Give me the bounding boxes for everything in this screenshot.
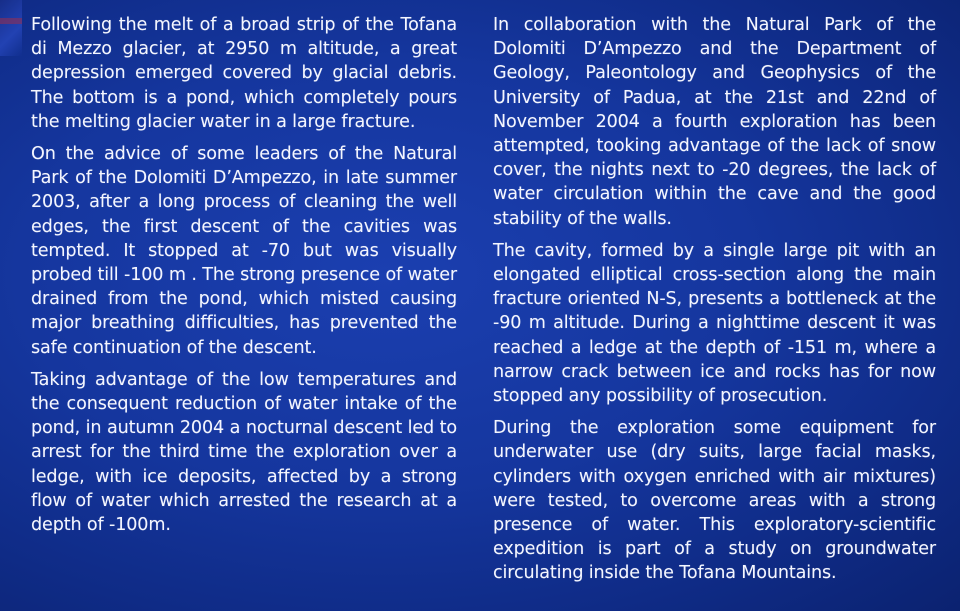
paragraph-first-descent: On the advice of some leaders of the Natural Park of the Dolomiti D’Ampezzo, in late summer 2003, after a long process of cleaning the well edges, the first descent of the cavities was tempted. It stopped at -70 but was visually probed till -100 m . The strong presence of water drained from the pond, which misted causing major breathing difficulties, has prevented the safe continuation of the descent. [31, 144, 457, 358]
paragraph-cavity-description: The cavity, formed by a single large pit with an elongated elliptical cross-section along the main fracture oriented N-S, presents a bottleneck at the -90 m altitude. During a nighttime descent it was reached a ledge at the depth of -151 m, where a narrow crack between ice and rocks has for now stopped any possibility of prosecution. [493, 240, 936, 407]
right-text-column [493, 13, 936, 594]
paragraph-glacier-melt: Following the melt of a broad strip of the Tofana di Mezzo glacier, at 2950 m altitude, a great depression emerged covered by glacial debris. The bottom is a pond, which completely pours the melting glacier water in a large fracture. [31, 15, 457, 132]
paragraph-nocturnal-descent: Taking advantage of the low temperatures and the consequent reduction of water intake of the pond, in autumn 2004 a nocturnal descent led to arrest for the third time the exploration over a ledge, with ice deposits, affected by a strong flow of water which arrested the research at a depth of -100m. [31, 369, 457, 536]
paragraph-fourth-exploration: In collaboration with the Natural Park of the Dolomiti D’Ampezzo and the Department of Geology, Paleontology and Geophysics of the University of Padua, at the 21st and 22nd of November 2004 a fourth exploration has been attempted, tooking advantage of the lack of snow cover, the nights next to -20 degrees, the lack of water circulation within the cave and the good stability of the walls. [493, 15, 936, 229]
paragraph-equipment-tests: During the exploration some equipment for underwater use (dry suits, large facial masks, cylinders with oxygen enriched with air mixtures) were tested, to overcome areas with a strong presence of water. This exploratory-scientific expedition is part of a study on groundwater circulating inside the Tofana Mountains. [493, 418, 936, 584]
flag-corner-decoration [0, 0, 22, 56]
left-text-column [31, 13, 457, 545]
